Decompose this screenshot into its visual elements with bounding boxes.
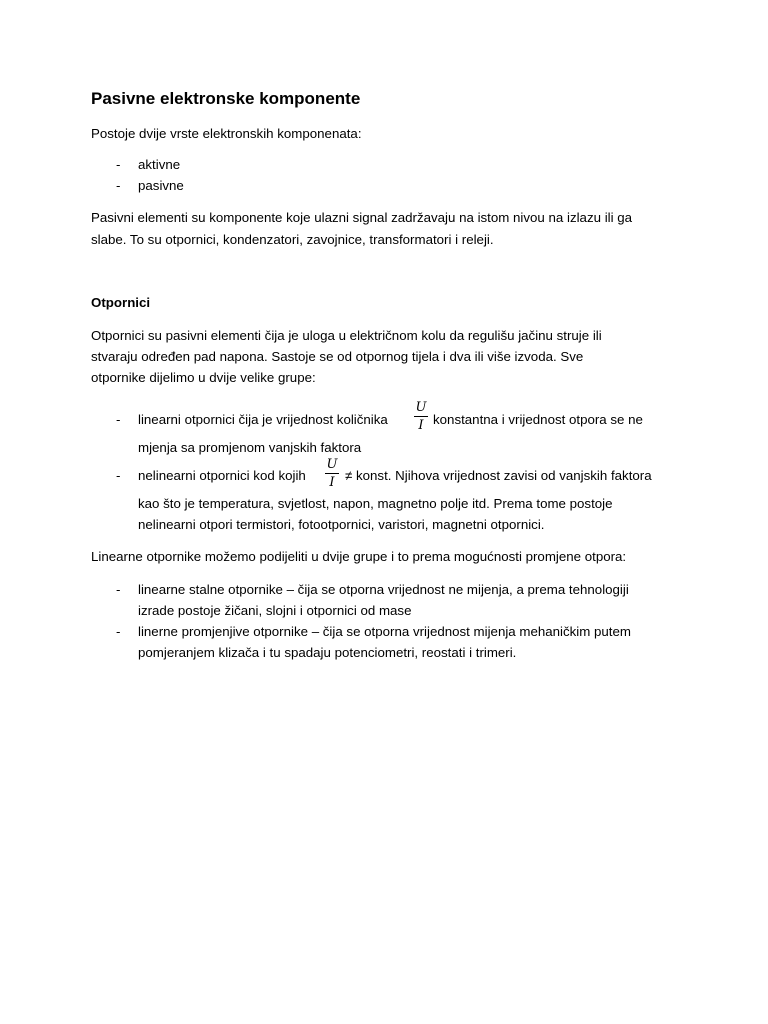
linear-variable-resistors: linerne promjenjive otpornike – čija se otporna vrijednost mijenja mehaničkim putem xyxy=(138,624,631,639)
u-over-i-fraction xyxy=(413,401,429,432)
nonlinear-group-text: kao što je temperatura, svjetlost, napon, magnetno polje itd. Prema tome postoje xyxy=(138,496,613,511)
nonlinear-group-text: nelinearni otpornici kod kojih xyxy=(138,468,306,483)
linear-group-text: konstantna i vrijednost otpora se ne xyxy=(433,412,643,427)
linear-group-text: mjenja sa promjenom vanjskih faktora xyxy=(138,440,362,455)
resistors-paragraph-line: stvaraju određen pad napona. Sastoje se od otpornog tijela i dva ili više izvoda. Sve xyxy=(91,349,584,364)
passive-definition-line: slabe. To su otpornici, kondenzatori, zavojnice, transformatori i releji. xyxy=(91,232,494,247)
fraction-numerator: U xyxy=(326,457,338,472)
nonlinear-group-text: nelinearni otpori termistori, fotootpornici, varistori, magnetni otpornici. xyxy=(138,517,545,532)
fraction-bar xyxy=(414,416,428,417)
fraction-denominator: I xyxy=(329,475,335,490)
resistors-paragraph-line: otpornike dijelimo u dvije velike grupe: xyxy=(91,370,316,385)
passive-definition-line: Pasivni elementi su komponente koje ulazni signal zadržavaju na istom nivou na izlazu ili ga xyxy=(91,210,633,225)
list-item-aktivne: aktivne xyxy=(138,157,181,172)
linear-division-intro: Linearne otpornike možemo podijeliti u dvije grupe i to prema mogućnosti promjene otpora: xyxy=(91,549,627,564)
section-title-otpornici: Otpornici xyxy=(91,295,151,310)
list-dash: - xyxy=(116,624,121,639)
intro-text: Postoje dvije vrste elektronskih komponenata: xyxy=(91,126,362,141)
linear-group-text: linearni otpornici čija je vrijednost količnika xyxy=(138,412,388,427)
nonlinear-group-text: ≠ konst. Njihova vrijednost zavisi od vanjskih faktora xyxy=(345,468,652,483)
fraction-denominator: I xyxy=(418,418,424,433)
u-over-i-fraction xyxy=(324,458,340,489)
list-dash: - xyxy=(116,468,121,483)
resistors-paragraph-line: Otpornici su pasivni elementi čija je uloga u električnom kolu da regulišu jačinu struje ili xyxy=(91,328,602,343)
list-dash: - xyxy=(116,582,121,597)
linear-fixed-resistors: izrade postoje žičani, slojni i otpornici od mase xyxy=(138,603,412,618)
linear-variable-resistors: pomjeranjem klizača i tu spadaju potenciometri, reostati i trimeri. xyxy=(138,645,517,660)
fraction-bar xyxy=(325,473,339,474)
linear-fixed-resistors: linearne stalne otpornike – čija se otporna vrijednost ne mijenja, a prema tehnologiji xyxy=(138,582,629,597)
document-title: Pasivne elektronske komponente xyxy=(91,89,361,108)
list-dash: - xyxy=(116,412,121,427)
fraction-numerator: U xyxy=(415,400,427,415)
list-dash: - xyxy=(116,157,121,172)
list-dash: - xyxy=(116,178,121,193)
list-item-pasivne: pasivne xyxy=(138,178,184,193)
